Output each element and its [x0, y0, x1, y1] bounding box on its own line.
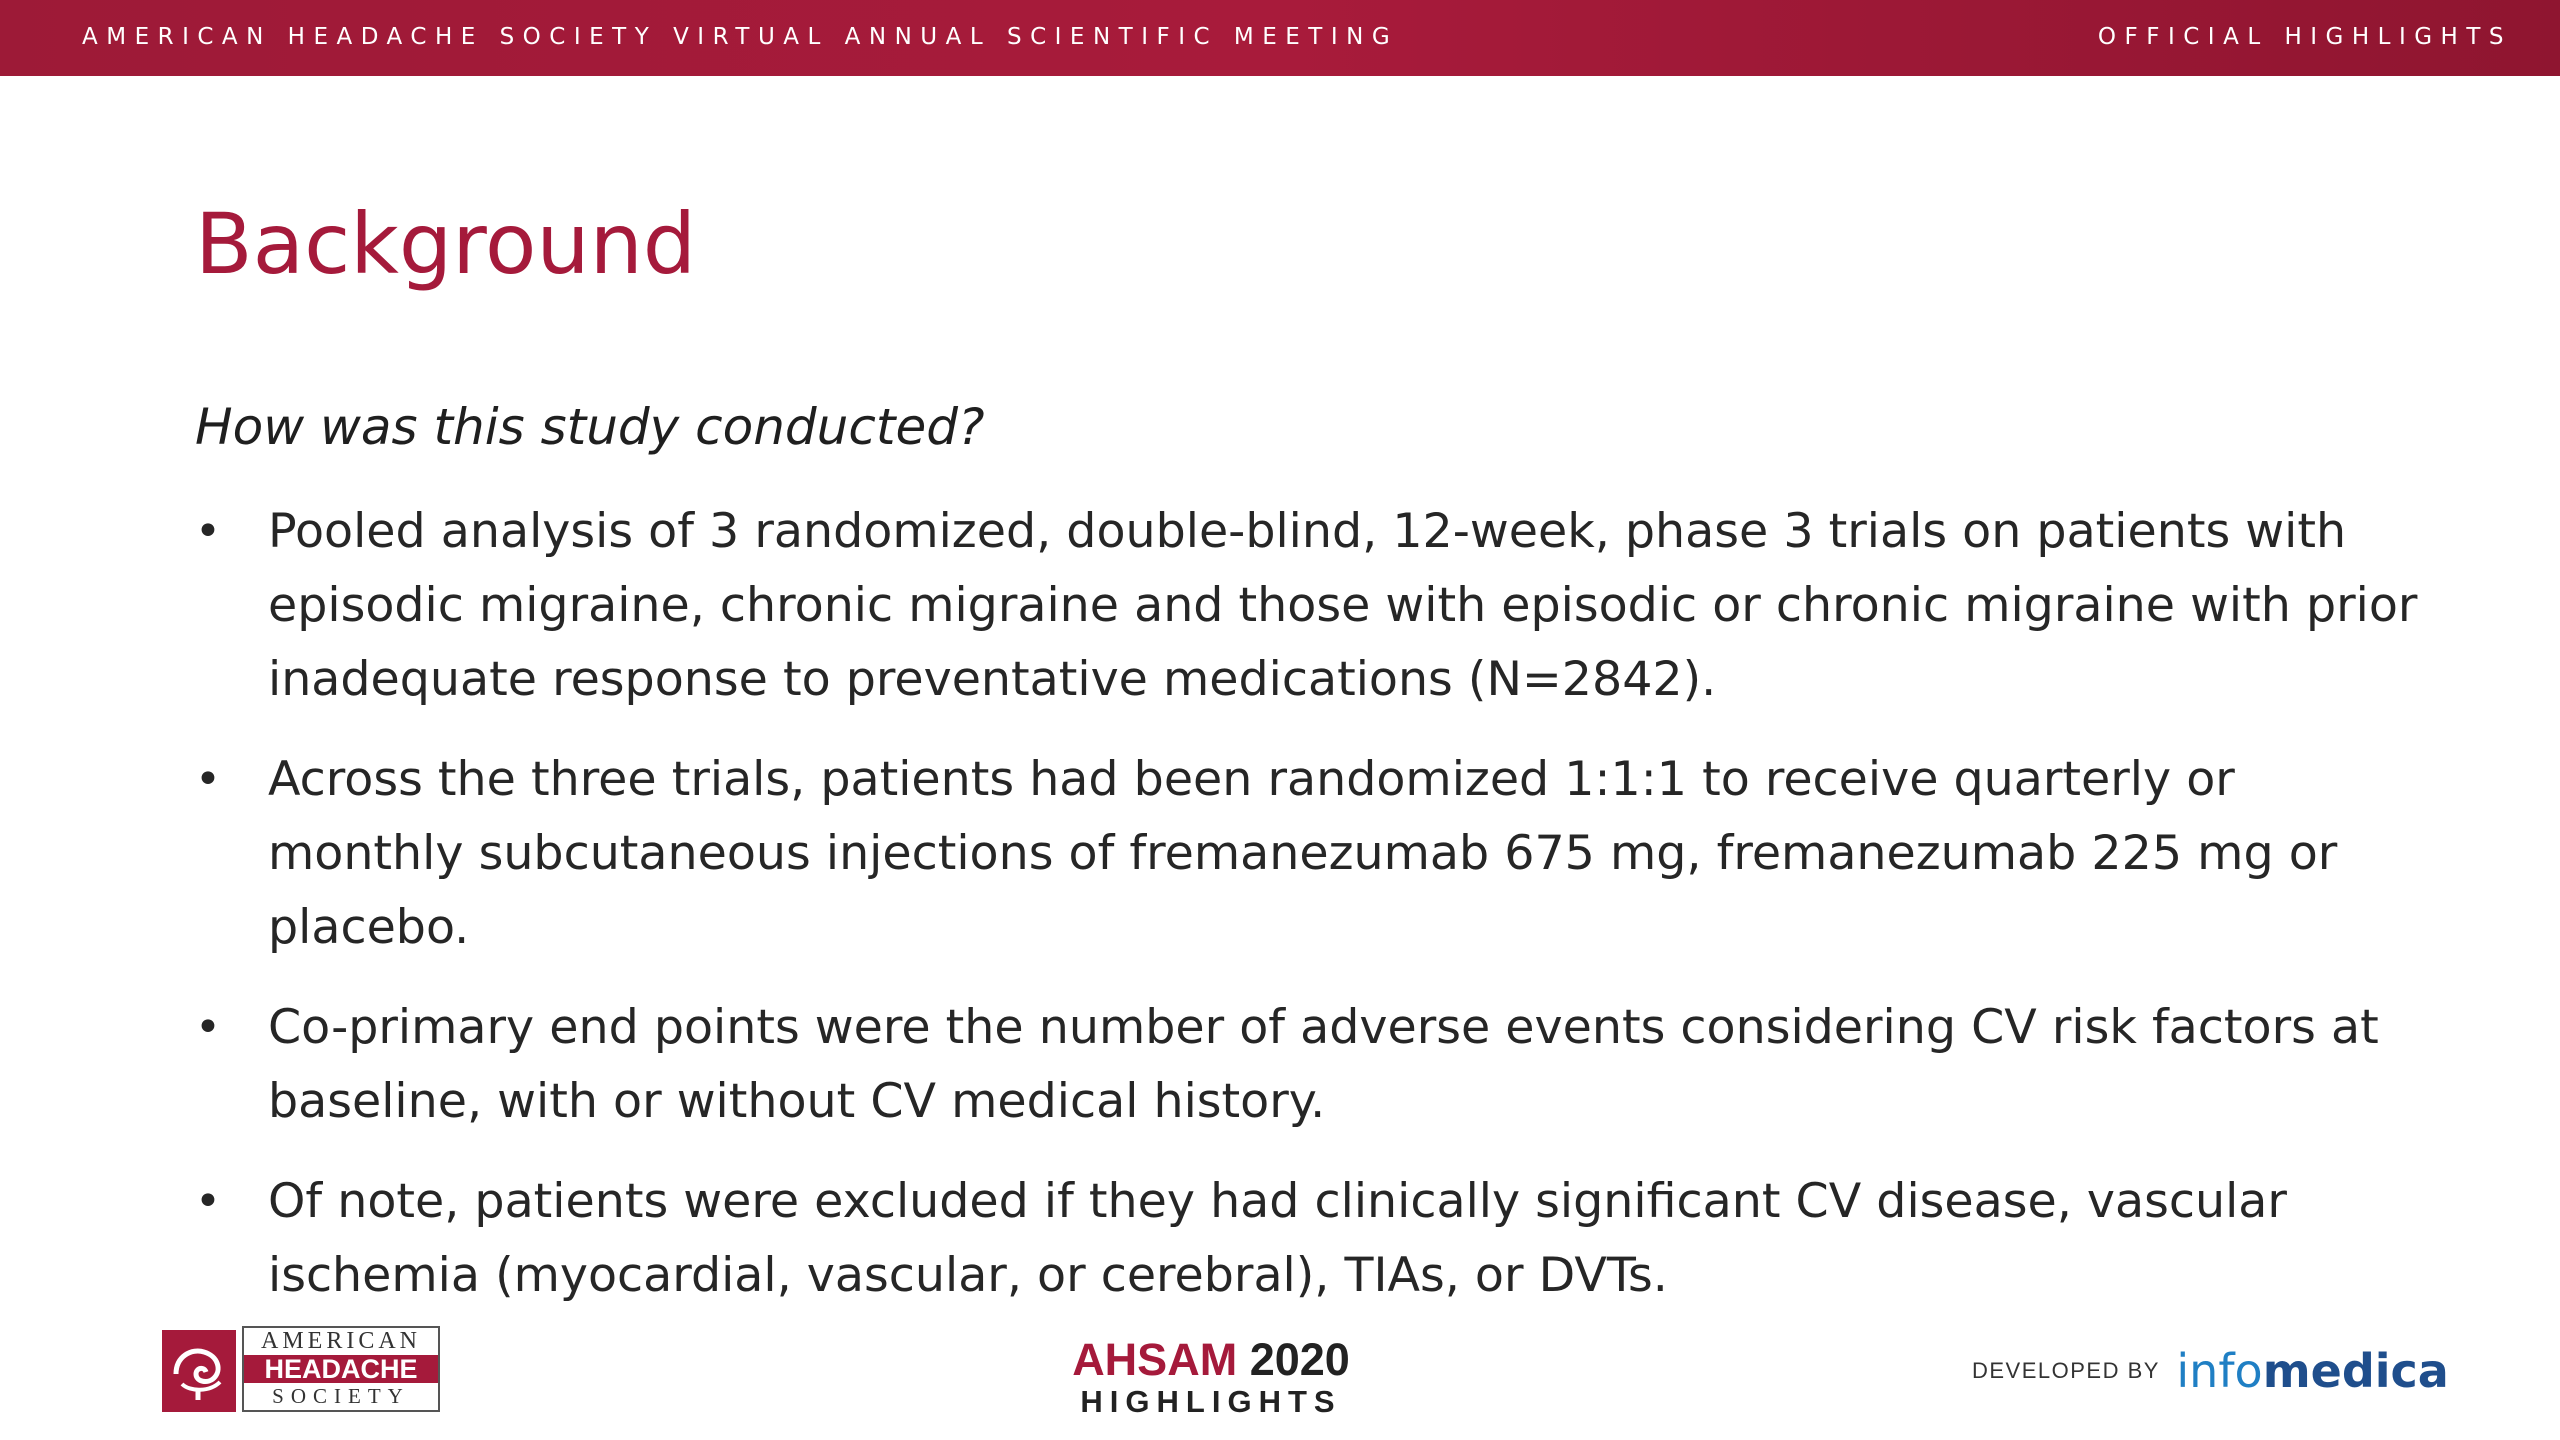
ahsam-word: AHSAM [1072, 1334, 1238, 1385]
ahs-wordmark [242, 1326, 440, 1412]
infomedica-medica: medica [2262, 1344, 2449, 1398]
slide-title: Background [195, 195, 697, 293]
bullet-dot: • [195, 754, 221, 805]
ahs-logo [162, 1326, 444, 1414]
bullet-list [195, 495, 2425, 1339]
bullet-dot: • [195, 506, 221, 557]
ahsam-logo [1066, 1335, 1356, 1419]
bullet-text: Of note, patients were excluded if they had clinically significant CV disease, vascular ischemia (myocardial, vascular, or cerebral), TIAs, or DVTs. [268, 1174, 2287, 1303]
slide-subtitle: How was this study conducted? [195, 398, 985, 456]
bullet-item [195, 991, 2425, 1139]
ahs-line3: SOCIETY [272, 1384, 410, 1408]
bullet-dot: • [195, 1002, 221, 1053]
ahs-line2: HEADACHE [244, 1355, 438, 1383]
ahsam-title [1066, 1335, 1356, 1385]
bullet-text: Pooled analysis of 3 randomized, double-blind, 12-week, phase 3 trials on patients with episodic migraine, chronic migraine and those with episodic or chronic migraine with prior inadequate response to preventative medications (N=2842). [268, 504, 2418, 707]
bullet-item [195, 495, 2425, 717]
bullet-text: Across the three trials, patients had been randomized 1:1:1 to receive quarterly or monthly subcutaneous injections of fremanezumab 675 mg, fremanezumab 225 mg or placebo. [268, 752, 2338, 955]
ahsam-year: 2020 [1249, 1334, 1350, 1385]
brain-swirl-icon [162, 1330, 236, 1412]
ahsam-highlights: HIGHLIGHTS [1080, 1384, 1342, 1419]
bullet-dot: • [195, 1176, 221, 1227]
infomedica-info: info [2176, 1344, 2263, 1398]
bullet-text: Co-primary end points were the number of adverse events considering CV risk factors at baseline, with or without CV medical history. [268, 1000, 2379, 1129]
developed-by-label: DEVELOPED BY [1972, 1358, 2160, 1383]
header-official-highlights: OFFICIAL HIGHLIGHTS [2097, 24, 2512, 50]
ahs-line1: AMERICAN [260, 1328, 421, 1354]
ahs-emblem-icon [162, 1330, 236, 1412]
bullet-item [195, 743, 2425, 965]
bullet-item [195, 1165, 2425, 1313]
header-bar [0, 0, 2560, 76]
header-meeting-title: AMERICAN HEADACHE SOCIETY VIRTUAL ANNUAL SCIENTIFIC MEETING [82, 24, 1399, 50]
infomedica-logo [1972, 1344, 2449, 1398]
